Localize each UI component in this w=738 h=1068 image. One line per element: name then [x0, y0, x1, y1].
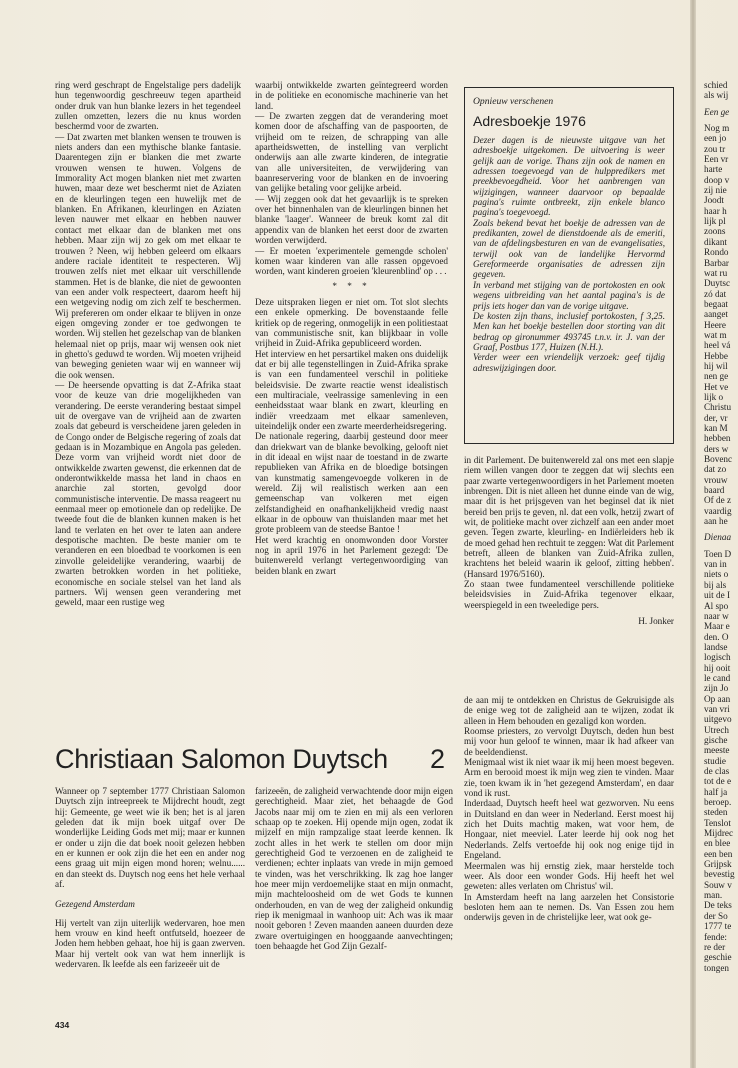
sidebar-paragraph: De kosten zijn thans, inclusief portokosten, f 3,25. Men kan het boekje bestellen door storting van dit bedrag op gironummer 493745 t.n.v. ir. J. van der Graaf, Postbus 177, Huizen (N.H.).: [473, 310, 665, 352]
next-page-line: Maar e: [704, 621, 730, 632]
paragraph: — De heersende opvatting is dat Z-Afrika staat voor de keuze van drie mogelijkheden van verandering. De eerste verandering bestaat simpel uit de overgave van de vrijheid aan de zwarten zoals dat gebeurd is verscheidene jaren geleden in de Congo onder de Belgische regering of zoals dat gedaan is in Mozambique en Angola pas geleden. Deze vorm van vrijheid wordt niet door de ontwikkelde zwarten gewenst, die erkennen dat de onderontwikkelde massa het land in chaos en anarchie zal storten, gevolgd door communistische interventie. De massa reageert nu eenmaal meer op emotionele dan op redelijke. De tweede fout die de blanken kunnen maken is het land te verlaten en het over te laten aan andere despotische machten. De beste manier om te veranderen en een bloedbad te voorkomen is een zinvolle geleidelijke verandering, waarbij de zwarten betrokken worden in het politieke, economische en sociale stelsel van het land als partners. Wij wensen geen verandering met geweld, maar een rustige weg: [55, 379, 241, 608]
next-page-line: tot de e: [704, 776, 732, 787]
next-page-subheading-1: Een ge: [704, 106, 730, 117]
next-page-line: der So: [704, 910, 728, 921]
paragraph: Zo staan twee fundamenteel verschillende politieke beleidsvisies in Zuid-Afrika tegenover elkaar, weerspiegeld in een tweeledige pers.: [464, 579, 674, 610]
next-page-line: Het ve: [704, 381, 729, 392]
next-page-line: bij als: [704, 579, 727, 590]
next-page-line: fende:: [704, 931, 727, 942]
next-page-line: geschie: [704, 952, 732, 963]
next-page-line: van in: [704, 559, 727, 570]
next-page-line: steden: [704, 807, 728, 818]
next-page-subheading-2: Dienaa: [704, 532, 732, 543]
next-page-line: begaat: [704, 298, 728, 309]
next-page-line: heel vá: [704, 340, 731, 351]
paragraph: Inderdaad, Duytsch heeft heel wat gezworven. Nu eens in Duitsland en dan weer in Nederland. Eerst moest hij zich het Duits machtig maken, wat voor hem, de Hongaar, niet meeviel. Later leerde hij ook nog het Nederlands. Zelfs vertoefde hij ook nog enige tijd in Engeland.: [464, 798, 674, 861]
next-page-line: vrouw: [704, 474, 728, 485]
next-page-line: doop v: [704, 174, 730, 185]
next-page-line: de clas: [704, 766, 730, 776]
next-page-line: hij ooit: [704, 662, 731, 673]
paragraph: Het werd krachtig en onomwonden door Vorster nog in april 1976 in het Parlement gezegd: 'De buitenwereld verlangt vertegenwoordiging van beiden blank en zwart: [255, 534, 448, 576]
next-page-line: Grijpsk: [704, 859, 732, 870]
next-page-line: aanget: [704, 309, 728, 320]
paragraph: — De zwarten zeggen dat de verandering moet komen door de afschaffing van de paspoorten, de vrijheid om te reizen, de schrapping van alle apartheidswetten, de instelling van verplicht onderwijs aan alle zwarte kinderen, de integratie van alle universiteiten, de verwijdering van baanreservering voor de blanken en de invoering van gelijke betaling voor gelijke arbeid.: [255, 111, 448, 194]
next-page-line: van vri: [704, 703, 730, 714]
sidebar-kicker: Opnieuw verschenen: [473, 96, 554, 107]
next-page-line: nen ge: [704, 371, 729, 382]
paragraph: Meermalen was hij ernstig ziek, maar herstelde toch weer. Als door een wonder Gods. Hij heeft het wel geweten: alles verlaten om Christus' wil.: [464, 860, 674, 892]
next-page-line: Bovenc: [704, 454, 733, 465]
paragraph: Roomse priesters, zo vervolgt Duytsch, deden hun best mij voor hun geloof te winnen, maar ik had afkeer van de beeldendienst.: [464, 726, 674, 757]
next-page-line: tongen: [704, 962, 730, 973]
paragraph: Hij vertelt van zijn uiterlijk wedervaren, hoe men hem vrouw en kind heeft ontfutseld, hoezeer de Joden hem hebben gehaat, hoe hij is gaan zwerven. Maar hij vertelt ook van wat hem innerlijk is wedervaren. Ik leefde als een farizeeër uit de: [55, 917, 245, 970]
paragraph: Wanneer op 7 september 1777 Christiaan Salomon Duytsch zijn intreepreek te Mijdrecht houdt, zegt hij: Gemeente, ge weet wie ik ben; het is al jaren geleden dat ik mijn boek uitgaf over De wonderlijke Leiding Gods met mij; maar er kunnen er onder u zijn die dat boek nooit gelezen hebben en er kunnen er ook zijn die het een en ander nog eens graag uit mijn eigen mond horen; welnu...... en dan steekt ds. Duytsch nog eens het hele verhaal af.: [55, 786, 245, 890]
article-column-3: [464, 455, 674, 715]
next-page-line: Duytsc: [704, 278, 731, 289]
article-heading: Christiaan Salomon Duytsch: [55, 744, 388, 774]
next-page-line: naar w: [704, 610, 729, 621]
next-page-line: als wij: [704, 90, 729, 101]
sidebar-paragraph: In verband met stijging van de portokosten en ook wegens uitbreiding van het aantal pagina's is de prijs iets hoger dan van de vorige uitgave.: [473, 279, 665, 311]
next-page-line: kan M: [704, 423, 728, 433]
paragraph: — Dat zwarten met blanken wensen te trouwen is niets anders dan een mythische blanke fantasie. Daarentegen zijn er blanken die met zwarte vrouwen wensen te huwen. Volgens de Immorality Act mogen blanken niet met zwarten huwen, maar deze wet beschermt niet de Aziaten en de kleurlingen tegen een huwelijk met de blanken. En Afrikanen, kleurlingen en Aziaten leven nauwer met elkaar en hebben nauwer contact met elkaar dan de blanken met ons hebben. Maar zijn wij zo gek om met elkaar te trouwen ? Neen, wij hebben geleerd om elkaars andere raciale identiteit te respecteren. Wij trouwen zelfs niet met elkaar uit verschillende stammen. Het is de blanke, die niet de gewoonten van een ander volk respecteert, daarom heeft hij een wetgeving nodig om zich zelf te beschermen. Wij prefereren om onder elkaar te blijven in onze eigen omgeving zonder er toe gedwongen te worden. Wij stellen het gezelschap van de blanken helemaal niet op prijs, maar wij wensen ook niet in ghetto's geduwd te worden. Wij moeten vrijheid van beweging genieten waar wij en wanneer wij die ook wensen.: [55, 131, 241, 380]
next-page-line: ders w: [704, 443, 729, 454]
next-page-line: Al spo: [704, 600, 729, 611]
paragraph: — Wij zeggen ook dat het gevaarlijk is te spreken over het binnenhalen van de kleurlingen binnen het blanke 'laager'. Wanneer de breuk komt zal dit appendix van de blanken het eerst door de zwarten worden verwijderd.: [255, 193, 448, 246]
sidebar-paragraph: Dezer dagen is de nieuwste uitgave van het adresboekje uitgekomen. De uitvoering is weer gelijk aan de vorige. Thans zijn ook de namen en adressen toegevoegd van de hulppredikers met preekbevoegdheid. Voor het aanbrengen van wijzigingen, wanneer daarvoor op bepaalde pagina's ruimte ontbreekt, zijn enkele blanco pagina's toegevoegd.: [473, 135, 665, 218]
next-page-line: zoons: [704, 226, 726, 237]
next-page-line: Nog m: [704, 123, 730, 134]
next-page-line: gische: [704, 734, 728, 745]
next-page-line: dat zo: [704, 464, 727, 475]
paragraph: — Er moeten 'experimentele gemengde scholen' komen waar kinderen van alle rassen opgevoed worden, want kinderen groeien 'kleurenblind' op . . .: [255, 245, 448, 277]
sidebar-title: Adresboekje 1976: [473, 113, 586, 129]
next-page-line: een ben: [704, 848, 733, 859]
sidebar-paragraph: Verder weer een vriendelijk verzoek: geef tijdig adreswijzigingen door.: [473, 352, 665, 373]
next-page-line: Tenslot: [704, 817, 731, 828]
next-page-line: landse: [704, 641, 728, 652]
next-page-line: uit de I: [704, 590, 731, 601]
next-page-line: Rondo: [704, 247, 729, 258]
next-page-line: Joodt: [704, 195, 724, 206]
article-column-2: [255, 80, 448, 692]
next-page-line: zou tr: [704, 143, 726, 154]
next-page-line: beroep.: [704, 797, 732, 808]
next-page-line: niets o: [704, 569, 729, 580]
sidebar-body: [473, 135, 665, 373]
next-page-line: wat m: [704, 329, 727, 340]
paragraph: ring werd geschrapt de Engelstalige pers dadelijk hun tegenwoordig geschreeuw tegen apartheid onder druk van hun blanke lezers in het tegendeel zullen omzetten, lezers die nu knus worden beschermd voor de zwarten.: [55, 80, 241, 132]
next-page-line: De teks: [704, 900, 732, 911]
article-subheading: Gezegend Amsterdam: [55, 899, 135, 910]
paragraph: Deze uitspraken liegen er niet om. Tot slot slechts een enkele opmerking. De bovenstaande felle kritiek op de regering, onmogelijk in een politiestaat van communistische snit, kan blijkbaar in volle vrijheid in Zuid-Afrika gepubliceerd worden.: [255, 296, 448, 349]
next-page-line: 1777 te: [704, 921, 732, 932]
next-page-line: re der: [704, 941, 726, 952]
next-page-line: harte: [704, 164, 723, 175]
next-page-line: logisch: [704, 652, 731, 663]
article-column-4: [55, 786, 245, 1006]
next-page-line: lijk pl: [704, 216, 726, 227]
next-page-line: Utrech: [704, 724, 729, 735]
next-page-line: aan he: [704, 516, 728, 527]
article-column-6: [464, 695, 674, 1015]
next-page-line: hij wil: [704, 360, 728, 371]
next-page-line: haar h: [704, 205, 727, 216]
next-page-line: studie: [704, 755, 726, 766]
next-page-line: den. O: [704, 631, 729, 642]
section-divider-stars: * * *: [332, 280, 371, 291]
paragraph: in dit Parlement. De buitenwereld zal ons met een slapje riem willen vangen door te zeggen dat wij slechts een paar zwarte vertegenwoordigers in het Parlement moeten inbrengen. Dit is niet alleen het dunne einde van de wig, maar dit is het prijsgeven van het beginsel dat ik niet bereid ben prijs te geven, nl. dat een volk, hetzij zwart of wit, de politieke macht over zichzelf aan een ander moet geven. Tegen zwarte, kleurling- en Indiërleiders heb ik de moed gehad hen rechtuit te zeggen: Wat dit Parlement betreft, alleen de blanken van Zuid-Afrika zullen, krachtens het beleid waarin ik geloof, zitting hebben'. (Hansard 1976/5160).: [464, 455, 674, 579]
next-page-line: half ja: [704, 786, 728, 797]
article-part-number: 2: [430, 744, 446, 774]
page-gutter: [690, 0, 696, 1068]
paragraph: farizeeën, de zaligheid verwachtende door mijn eigen gerechtigheid. Maar ziet, het behaagde de God Jacobs naar mij om te zien en mij als een verloren schaap op te zoeken. Hij opende mijn ogen, zodat ik mijzelf en mijn rampzalige staat leerde kennen. Ik zocht alles in het werk te stellen om door mijn gerechtigheid God te verzoenen en de zaligheid te verdienen; echter inplaats van vrede in mijn gemoed te vinden, was het verschrikking. Ik zag hoe langer hoe meer mijn verdoemelijke staat en mijn onmacht, mijn machteloosheid om de wet Gods te kunnen onderhouden, en van de weg der zaligheid onkundig riep ik menigmaal in wanhoop uit: Ach was ik maar nooit geboren ! Zeven maanden aaneen duurden deze zware overtuigingen en hooggaande aanvechtingen; toen behaagde het God Zijn Gezalf-: [255, 786, 453, 952]
article-column-1: [55, 80, 241, 692]
next-page-line: Mijdrec: [704, 828, 734, 839]
next-page-line: Christu: [704, 402, 732, 413]
next-page-line: Of de z: [704, 495, 732, 506]
paragraph: de aan mij te ontdekken en Christus de Gekruisigde als de enige weg tot de zaligheid aan te wijzen, zodat ik alleen in Hem behouden en gezaligd kon worden.: [464, 695, 674, 726]
paragraph: De nationale regering, daarbij gesteund door meer dan driekwart van de blanke bevolking, gelooft niet in dit ideaal en wijst naar de toestand in de zwarte republieken van Afrika en de bloedige botsingen van kunstmatig samengevoegde volkeren in de wereld. Zij wil realistisch werken aan een gemeenschap van volkeren met eigen zelfstandigheid en onafhankelijkheid vredig naast elkaar in de opbouw van thuislanden maar met het grote probleem van de steedse Bantoe !: [255, 431, 448, 535]
next-page-line: man.: [704, 890, 723, 901]
next-page-line: zó dat: [704, 288, 727, 299]
next-page-line: hebben: [704, 433, 731, 444]
author-signature: H. Jonker: [638, 616, 674, 627]
next-page-line: Hebbe: [704, 350, 728, 361]
page-number: 434: [55, 1020, 70, 1030]
next-page-line: Een vr: [704, 154, 729, 165]
next-page-line: le cand: [704, 672, 731, 683]
next-page-line: Souw v: [704, 879, 732, 890]
paragraph: In Amsterdam heeft na lang aarzelen het Consistorie besloten hem aan te nemen. Ds. Van Essen zou hem onderwijs geven in de christelijke leer, wat ook ge-: [464, 891, 674, 923]
paragraph: waarbij ontwikkelde zwarten geïntegreerd worden in de politieke en economische machinerie van het land.: [255, 80, 448, 111]
next-page-line: Heere: [704, 319, 726, 330]
next-page-line: wat ru: [704, 267, 728, 278]
next-page-line: en blee: [704, 838, 731, 849]
next-page-line: een jo: [704, 133, 727, 144]
next-page-line: zijn Jo: [704, 683, 729, 694]
sidebar-box-adresboekje: [464, 87, 674, 444]
next-page-line: zij nie: [704, 185, 727, 196]
sidebar-paragraph: Zoals bekend bevat het boekje de adressen van de predikanten, zowel de dienstdoende als de emeriti, van de afdelingsbesturen en van de evangelisaties, terwijl ook van de landelijke Hervormd Gereformeerde organisaties de adressen zijn gegeven.: [473, 217, 665, 280]
next-page-line: Toen D: [704, 548, 732, 559]
next-page-line: der, vr: [704, 412, 728, 423]
article-column-5: [255, 786, 453, 1006]
next-page-line: dikant: [704, 236, 727, 247]
next-page-line: bevestig: [704, 869, 735, 880]
next-page-line: Barbar: [704, 257, 729, 268]
next-page-line: schied: [704, 80, 728, 90]
next-page-line: Op aan: [704, 693, 731, 704]
next-page-strip: [704, 80, 738, 1020]
next-page-line: baard: [704, 485, 725, 496]
paragraph: Het interview en het persartikel maken ons duidelijk dat er bij alle tegenstellingen in Zuid-Afrika sprake is van een fundamenteel verschil in politieke beleidsvisie. De zwarte reactie wenst idealistisch een multiraciale, veelrassige samenleving in een eenheidsstaat waar blank en zwart, kleurling en indiër vreedzaam met elkaar samenleven, uiteindelijk onder een zwarte meerderheidsregering.: [255, 348, 448, 431]
next-page-line: lijk o: [704, 391, 724, 402]
paragraph: Menigmaal wist ik niet waar ik mij heen moest begeven. Arm en berooid moest ik mijn weg zien te vinden. Maar zie, toen kwam ik in 'het gezegend Amsterdam', en daar vond ik rust.: [464, 757, 674, 799]
next-page-line: meeste: [704, 745, 730, 756]
next-page-line: uitgevo: [704, 714, 732, 725]
next-page-line: vaardig: [704, 505, 732, 516]
